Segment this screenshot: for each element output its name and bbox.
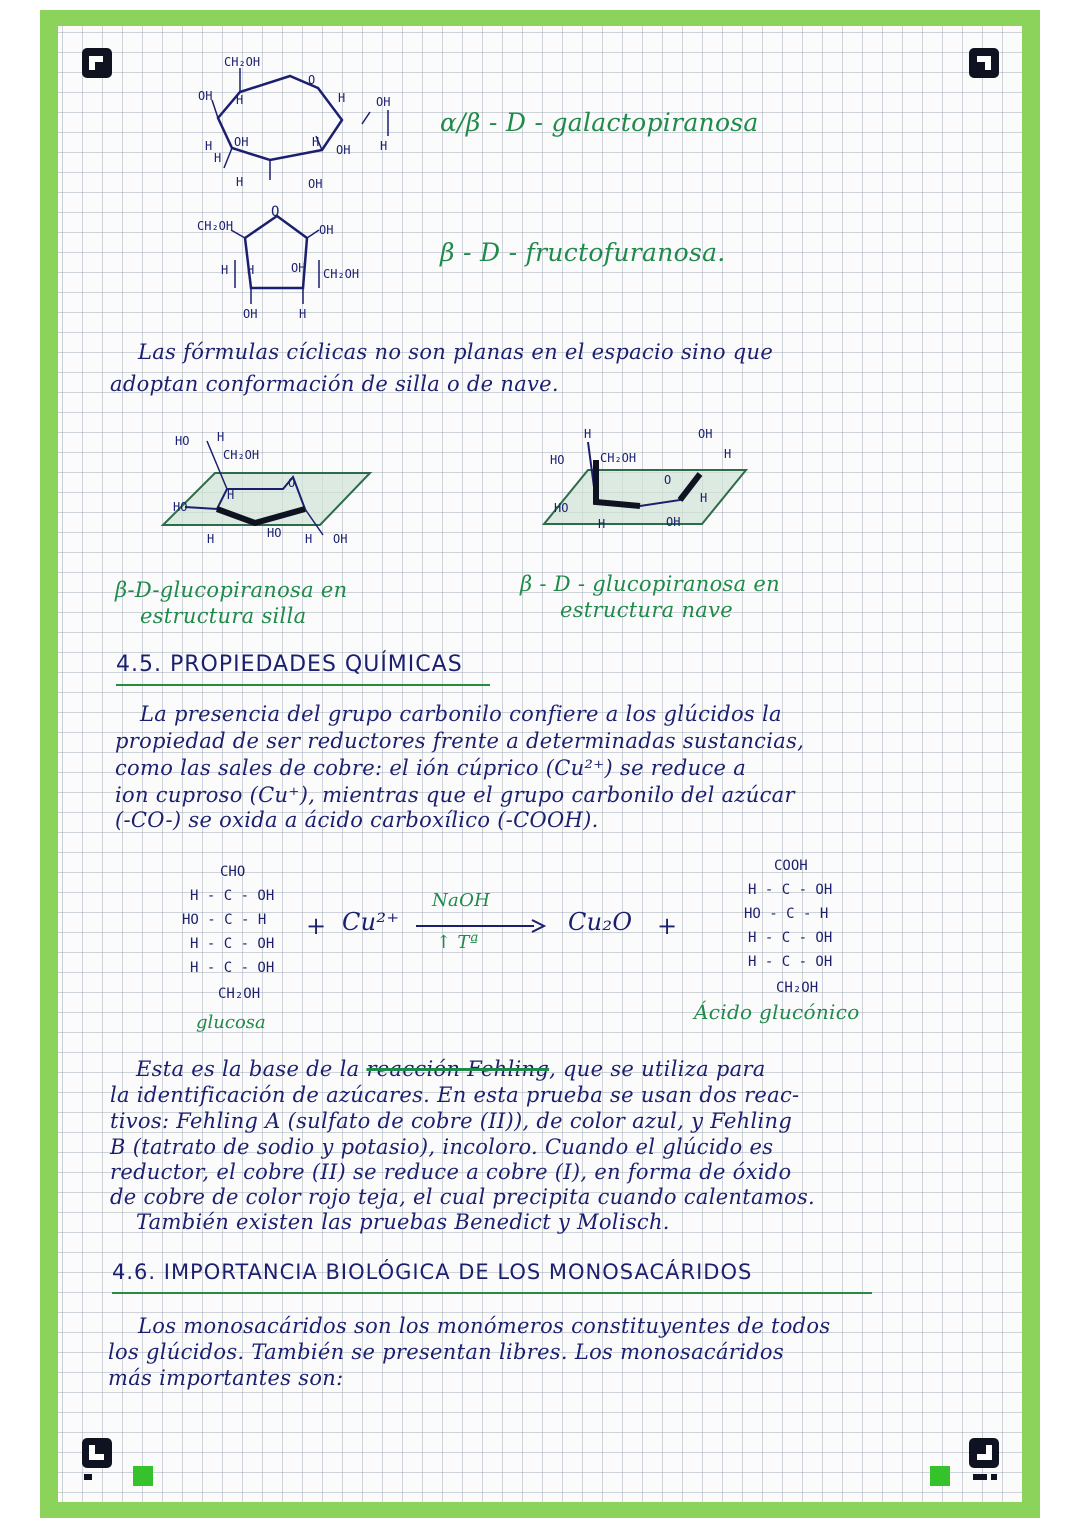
nave-caption: β - D - glucopiranosa en bbox=[520, 572, 780, 596]
heading-underline bbox=[112, 1292, 872, 1294]
silla-label: HO bbox=[173, 500, 188, 514]
galactopiranosa-label: H bbox=[236, 175, 244, 189]
gluconico-line: H - C - OH bbox=[748, 930, 833, 946]
paragraph-line: los glúcidos. También se presentan libres. Los monosacáridos bbox=[108, 1340, 784, 1364]
nave-label: H bbox=[700, 491, 708, 505]
fructofuranosa-label: H bbox=[299, 307, 307, 321]
bookmark-icon bbox=[967, 1436, 1001, 1488]
arrow-temperature: ↑ Tª bbox=[436, 932, 479, 953]
paragraph-line: Los monosacáridos son los monómeros constituyentes de todos bbox=[138, 1314, 831, 1338]
paragraph-line: propiedad de ser reductores frente a determinadas sustancias, bbox=[115, 729, 805, 753]
paragraph-line: tivos: Fehling A (sulfato de cobre (II)), de color azul, y Fehling bbox=[110, 1109, 793, 1133]
nave-label: H bbox=[598, 517, 606, 531]
fructofuranosa-label: O bbox=[271, 204, 280, 220]
glucosa-label: glucosa bbox=[196, 1012, 266, 1033]
silla-label: OH bbox=[333, 532, 348, 546]
bookmark-icon bbox=[80, 1436, 114, 1488]
fructofuranosa-label: OH bbox=[291, 261, 306, 275]
section-heading: 4.6. IMPORTANCIA BIOLÓGICA DE LOS MONOSACÁRIDOS bbox=[112, 1260, 753, 1284]
paragraph-line: La presencia del grupo carbonilo confiere a los glúcidos la bbox=[140, 702, 782, 726]
fructofuranosa-label: CH₂OH bbox=[197, 219, 234, 233]
glucosa-line: CHO bbox=[220, 864, 246, 880]
galactopiranosa-structure bbox=[190, 50, 420, 199]
fructofuranosa-structure bbox=[195, 200, 395, 329]
paragraph-line: ion cuproso (Cu⁺), mientras que el grupo carbonilo del azúcar bbox=[115, 783, 795, 807]
silla-label: HO bbox=[267, 526, 282, 540]
gluconico-line: H - C - OH bbox=[748, 954, 833, 970]
heading-underline bbox=[116, 684, 490, 686]
plus-sign: + bbox=[306, 912, 327, 940]
gluconico-line: H - C - OH bbox=[748, 882, 833, 898]
nave-caption: estructura nave bbox=[560, 598, 734, 622]
galactopiranosa-label: H bbox=[236, 93, 244, 107]
paragraph-line: la identificación de azúcares. En esta prueba se usan dos reac- bbox=[110, 1083, 800, 1107]
silla-label: O bbox=[288, 476, 296, 490]
galactopiranosa-label: H bbox=[312, 135, 320, 149]
galactopiranosa-label: OH bbox=[308, 177, 323, 191]
bookmark-icon bbox=[80, 46, 114, 84]
galactopiranosa-label: OH bbox=[198, 89, 213, 103]
arrow-reagent: NaOH bbox=[432, 890, 491, 911]
silla-label: H bbox=[227, 488, 235, 502]
glucosa-line: H - C - OH bbox=[190, 888, 275, 904]
nave-label: O bbox=[664, 473, 672, 487]
nave-label: OH bbox=[698, 427, 713, 441]
fructofuranosa-label: OH bbox=[243, 307, 258, 321]
nave-label: OH bbox=[666, 515, 681, 529]
silla-label: H bbox=[305, 532, 313, 546]
paragraph-line: más importantes son: bbox=[108, 1366, 344, 1390]
plus-sign: + bbox=[657, 912, 678, 940]
nave-label: CH₂OH bbox=[600, 451, 637, 465]
paragraph-line: como las sales de cobre: el ión cúprico (Cu²⁺) se reduce a bbox=[115, 756, 747, 780]
galactopiranosa-label: H bbox=[214, 151, 222, 165]
silla-label: H bbox=[217, 430, 225, 444]
paragraph-line: reductor, el cobre (II) se reduce a cobre (I), en forma de óxido bbox=[110, 1160, 792, 1184]
gluconico-line: CH₂OH bbox=[776, 980, 819, 996]
fructofuranosa-label: OH bbox=[319, 223, 334, 237]
paragraph-line: (-CO-) se oxida a ácido carboxílico (-COOH). bbox=[115, 808, 599, 832]
glucosa-line: H - C - OH bbox=[190, 936, 275, 952]
struck-text: reacción Fehling bbox=[366, 1057, 550, 1081]
gluconico-line: HO - C - H bbox=[744, 906, 829, 922]
glucosa-line: HO - C - H bbox=[182, 912, 267, 928]
cupric-ion: Cu²⁺ bbox=[342, 908, 400, 936]
silla-label: H bbox=[207, 532, 215, 546]
nave-label: H bbox=[584, 427, 592, 441]
galactopiranosa-label: CH₂OH bbox=[224, 55, 261, 69]
gluconico-line: COOH bbox=[774, 858, 808, 874]
galactopiranosa-label: H bbox=[205, 139, 213, 153]
fructofuranosa-label: CH₂OH bbox=[323, 267, 360, 281]
paragraph-line: Las fórmulas cíclicas no son planas en el espacio sino que bbox=[138, 340, 774, 364]
galactopiranosa-caption: α/β - D - galactopiranosa bbox=[440, 108, 759, 137]
paragraph-line: adoptan conformación de silla o de nave. bbox=[110, 372, 559, 396]
silla-label: CH₂OH bbox=[223, 448, 260, 462]
section-heading: 4.5. PROPIEDADES QUÍMICAS bbox=[116, 652, 463, 677]
galactopiranosa-label: H bbox=[338, 91, 346, 105]
nave-label: H bbox=[724, 447, 732, 461]
green-marker bbox=[930, 1466, 950, 1486]
paragraph-line bbox=[136, 1057, 766, 1081]
gluconico-label: Ácido glucónico bbox=[694, 1000, 860, 1024]
glucosa-line: CH₂OH bbox=[218, 986, 261, 1002]
nave-label: HO bbox=[550, 453, 565, 467]
nave-structure bbox=[540, 420, 760, 544]
silla-label: HO bbox=[175, 434, 190, 448]
glucosa-line: H - C - OH bbox=[190, 960, 275, 976]
galactopiranosa-label: O bbox=[308, 73, 316, 87]
paragraph-line: de cobre de color rojo teja, el cual precipita cuando calentamos. bbox=[110, 1185, 816, 1209]
paragraph-fragment: , que se utiliza para bbox=[549, 1057, 766, 1081]
paragraph-fragment: Esta es la base de la bbox=[136, 1057, 360, 1081]
cuprous-oxide: Cu₂O bbox=[568, 908, 633, 936]
fructofuranosa-caption: β - D - fructofuranosa. bbox=[440, 238, 726, 267]
bookmark-icon bbox=[967, 46, 1001, 84]
paragraph-line: B (tatrato de sodio y potasio), incoloro. Cuando el glúcido es bbox=[110, 1135, 774, 1159]
galactopiranosa-label: H bbox=[380, 139, 388, 153]
green-marker bbox=[133, 1466, 153, 1486]
paragraph-line: También existen las pruebas Benedict y Molisch. bbox=[136, 1210, 670, 1234]
fructofuranosa-label: H bbox=[221, 263, 229, 277]
fructofuranosa-label: H bbox=[247, 263, 255, 277]
silla-caption: estructura silla bbox=[140, 604, 307, 628]
galactopiranosa-label: OH bbox=[336, 143, 351, 157]
galactopiranosa-label: OH bbox=[376, 95, 391, 109]
galactopiranosa-label: OH bbox=[234, 135, 249, 149]
silla-caption: β-D-glucopiranosa en bbox=[115, 578, 348, 602]
silla-structure bbox=[155, 425, 385, 559]
nave-label: HO bbox=[554, 501, 569, 515]
glucosa-structure bbox=[180, 858, 320, 1042]
